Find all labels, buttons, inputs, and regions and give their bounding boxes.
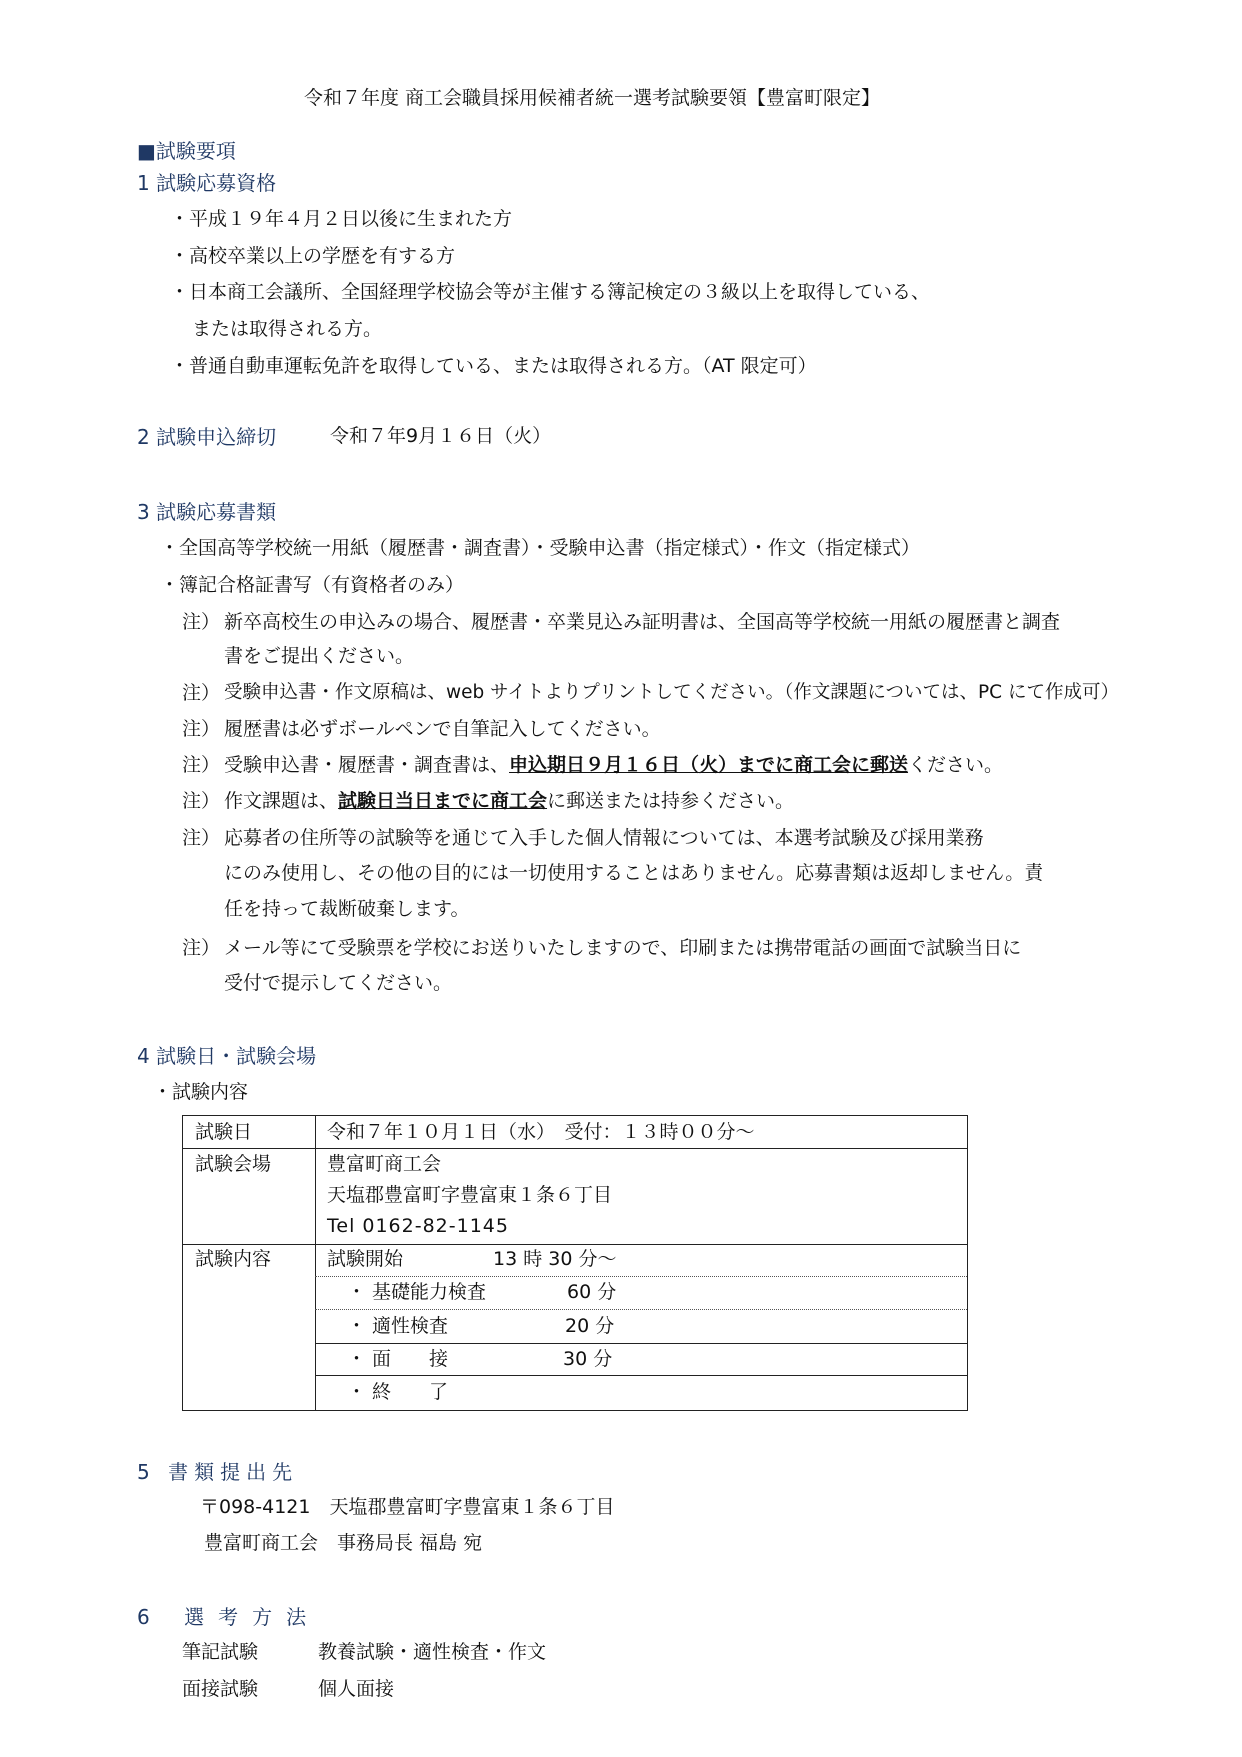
note-emphasis: 申込期日９月１６日（火）までに商工会に郵送 bbox=[509, 754, 909, 776]
submission-recipient: 豊富町商工会 事務局長 福島 宛 bbox=[204, 1532, 483, 1554]
note-text: 新卒高校生の申込みの場合、履歴書・卒業見込み証明書は、全国高等学校統一用紙の履歴書と調査 bbox=[224, 611, 1061, 633]
selection-method-label: 筆記試験 bbox=[182, 1641, 259, 1663]
table-row-divider bbox=[315, 1375, 967, 1376]
table-row-divider bbox=[315, 1343, 967, 1344]
submission-address: 〒098-4121 天塩郡豊富町字豊富東１条６丁目 bbox=[200, 1496, 615, 1518]
note-emphasis: 試験日当日までに商工会 bbox=[338, 790, 548, 812]
application-deadline: 令和７年9月１６日（火） bbox=[330, 425, 552, 447]
selection-method-label: 面接試験 bbox=[182, 1678, 259, 1700]
table-item-name: ・ 面 接 bbox=[347, 1348, 449, 1370]
note-prefix: 注） bbox=[182, 827, 221, 849]
section-1-heading: 1 試験応募資格 bbox=[137, 171, 277, 195]
exam-content-label: ・試験内容 bbox=[153, 1081, 249, 1103]
page-title: 令和７年度 商工会職員採用候補者統一選考試験要領【豊富町限定】 bbox=[304, 87, 881, 109]
note-text: 任を持って裁断破棄します。 bbox=[224, 898, 470, 920]
table-divider bbox=[315, 1116, 316, 1410]
table-label-venue: 試験会場 bbox=[195, 1153, 272, 1175]
section-6-heading: 6 選考方法 bbox=[137, 1605, 321, 1629]
section-header: ■試験要項 bbox=[137, 139, 236, 163]
note-text: 履歴書は必ずボールペンで自筆記入してください。 bbox=[224, 718, 661, 740]
selection-method-value: 教養試験・適性検査・作文 bbox=[318, 1641, 547, 1663]
note-text-after: に郵送または持参ください。 bbox=[547, 790, 795, 812]
document-item: ・全国高等学校統一用紙（履歴書・調査書）・受験申込書（指定様式）・作文（指定様式） bbox=[160, 537, 921, 559]
note-prefix: 注） bbox=[182, 754, 221, 776]
table-label-exam-date: 試験日 bbox=[195, 1121, 253, 1143]
table-item-time: 20 分 bbox=[565, 1315, 615, 1337]
table-value-venue-address: 天塩郡豊富町字豊富東１条６丁目 bbox=[327, 1184, 613, 1206]
note-text: 書をご提出ください。 bbox=[224, 645, 415, 667]
note-text: 応募者の住所等の試験等を通じて入手した個人情報については、本選考試験及び採用業務 bbox=[224, 827, 984, 849]
table-value-start-time: 13 時 30 分～ bbox=[493, 1248, 617, 1270]
section-5-heading: 5 書類提出先 bbox=[137, 1460, 299, 1484]
note-text bbox=[224, 790, 794, 813]
table-label-content: 試験内容 bbox=[195, 1248, 272, 1270]
qualification-item-continued: または取得される方。 bbox=[192, 318, 383, 340]
note-prefix: 注） bbox=[182, 682, 221, 704]
qualification-item: ・高校卒業以上の学歴を有する方 bbox=[170, 245, 456, 267]
note-text: にのみ使用し、その他の目的には一切使用することはありません。応募書類は返却しません。責 bbox=[224, 862, 1044, 884]
note-prefix: 注） bbox=[182, 937, 221, 959]
table-row-divider bbox=[183, 1148, 967, 1149]
note-text: メール等にて受験票を学校にお送りいたしますので、印刷または携帯電話の画面で試験当日に bbox=[224, 937, 1022, 959]
table-item-name: ・ 終 了 bbox=[347, 1381, 449, 1403]
note-prefix: 注） bbox=[182, 718, 221, 740]
qualification-item: ・普通自動車運転免許を取得している、または取得される方。（AT 限定可） bbox=[170, 355, 817, 377]
note-text: 受付で提示してください。 bbox=[224, 972, 453, 994]
note-prefix: 注） bbox=[182, 611, 221, 633]
note-text: 受験申込書・作文原稿は、web サイトよりプリントしてください。（作文課題については、PC にて作成可） bbox=[224, 682, 1119, 703]
note-prefix: 注） bbox=[182, 790, 221, 812]
table-item-name: ・ 適性検査 bbox=[347, 1315, 449, 1337]
section-2-heading: 2 試験申込締切 bbox=[137, 425, 277, 449]
note-text-before: 作文課題は、 bbox=[224, 790, 339, 812]
section-3-heading: 3 試験応募書類 bbox=[137, 500, 277, 524]
table-item-time: 60 分 bbox=[567, 1281, 617, 1303]
table-value-venue-name: 豊富町商工会 bbox=[327, 1153, 442, 1175]
section-4-heading: 4 試験日・試験会場 bbox=[137, 1044, 317, 1068]
table-item-name: ・ 基礎能力検査 bbox=[347, 1281, 487, 1303]
document-item: ・簿記合格証書写（有資格者のみ） bbox=[160, 574, 465, 596]
exam-table bbox=[182, 1115, 968, 1411]
table-value-venue-phone: Tel 0162-82-1145 bbox=[327, 1215, 509, 1237]
table-item-time: 30 分 bbox=[563, 1348, 613, 1370]
table-dotted-divider bbox=[315, 1276, 967, 1277]
note-text-after: ください。 bbox=[908, 754, 1004, 776]
table-dotted-divider bbox=[315, 1309, 967, 1310]
note-text-before: 受験申込書・履歴書・調査書は、 bbox=[224, 754, 510, 776]
table-value-exam-date: 令和７年１０月１日（水） 受付：１３時００分～ bbox=[327, 1121, 755, 1143]
table-value-start-label: 試験開始 bbox=[327, 1248, 404, 1270]
note-text bbox=[224, 754, 1003, 777]
qualification-item: ・日本商工会議所、全国経理学校協会等が主催する簿記検定の３級以上を取得している、 bbox=[170, 281, 931, 303]
table-row-divider bbox=[183, 1244, 967, 1245]
selection-method-value: 個人面接 bbox=[318, 1678, 395, 1700]
qualification-item: ・平成１９年４月２日以後に生まれた方 bbox=[170, 208, 513, 230]
